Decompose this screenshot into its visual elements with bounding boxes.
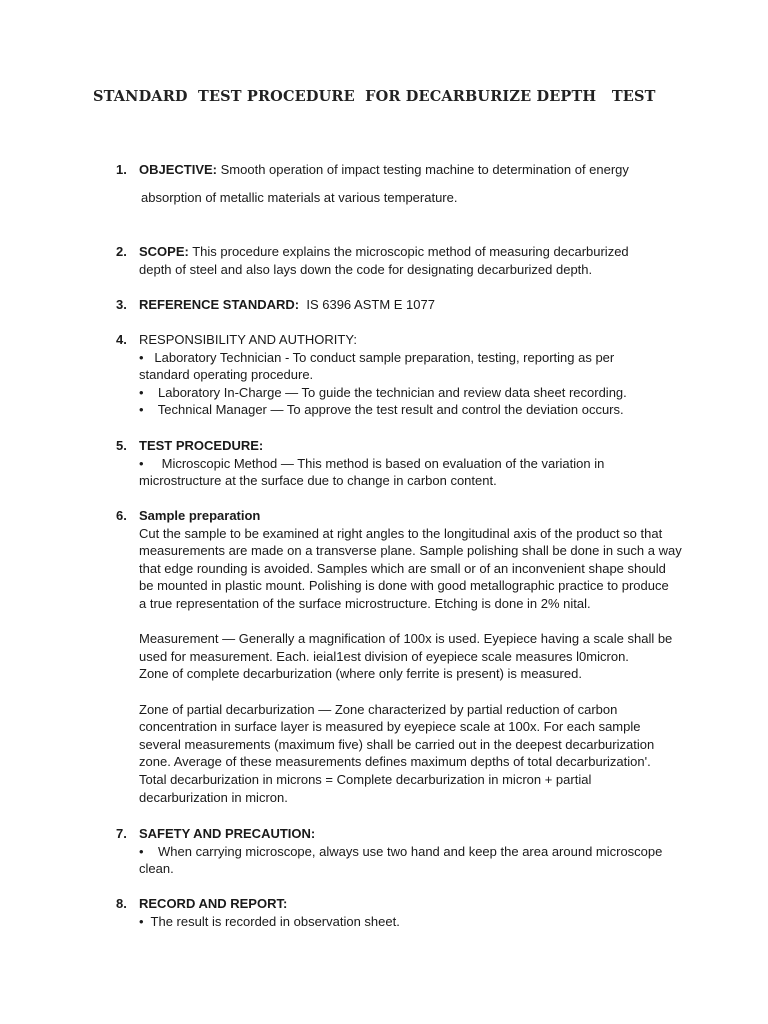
record-bullet-1: • The result is recorded in observation sheet. [139,913,400,929]
sample-prep-p1-line-5: a true representation of the surface microstructure. Etching is done in 2% nital. [139,595,591,611]
sample-prep-heading-line [139,507,684,525]
section-number: 1. [116,162,127,177]
sample-prep-p2-line-3: Zone of complete decarburization (where only ferrite is present) is measured. [139,666,582,682]
section-body [139,825,684,878]
section-number: 8. [116,896,127,911]
section-number: 6. [116,508,127,523]
section-body [139,507,684,806]
scope-line-2: depth of steel and also lays down the code for designating decarburized depth. [139,261,593,277]
record-heading: RECORD AND REPORT: [139,896,288,911]
test-procedure-heading: TEST PROCEDURE: [139,438,264,453]
objective-text-1: Smooth operation of impact testing machine to determination of energy [217,162,629,177]
paragraph-gap [139,683,684,701]
sample-prep-heading: Sample preparation [139,508,261,523]
responsibility-bullet-1-line-1: • Laboratory Technician - To conduct sample preparation, testing, reporting as per [139,349,615,365]
safety-heading: SAFETY AND PRECAUTION: [139,826,316,841]
scope-heading: SCOPE: [139,244,189,259]
sample-prep-p1-line-1: Cut the sample to be examined at right angles to the longitudinal axis of the product so that [139,525,663,541]
objective-heading: OBJECTIVE: [139,162,218,177]
section-number: 4. [116,332,127,347]
sample-prep-p3-line-1: Zone of partial decarburization — Zone characterized by partial reduction of carbon [139,701,618,717]
responsibility-bullet-2: • Laboratory In-Charge — To guide the technician and review data sheet recording. [139,384,627,400]
sample-prep-p3-line-5: Total decarburization in microns = Complete decarburization in micron + partial [139,771,592,787]
section-number: 5. [116,438,127,453]
test-procedure-bullet-1-line-2: microstructure at the surface due to change in carbon content. [139,473,497,489]
record-heading-line [139,895,684,913]
paragraph-gap [139,613,684,631]
section-number: 2. [116,244,127,259]
scope-line-1 [139,243,684,261]
objective-line-1 [139,161,684,179]
test-procedure-bullet-1-line-1: • Microscopic Method — This method is based on evaluation of the variation in [139,455,605,471]
sample-prep-p3-line-6: decarburization in micron. [139,789,288,805]
sample-prep-p1-line-3: that edge rounding is avoided. Samples which are small or of an inconvenient shape should [139,560,666,576]
safety-bullet-1-line-2: clean. [139,861,174,877]
responsibility-bullet-1-line-2: standard operating procedure. [139,367,314,383]
document-title: STANDARD TEST PROCEDURE FOR DECARBURIZE DEPTH TEST [93,88,656,105]
reference-heading: REFERENCE STANDARD: [139,297,300,312]
section-number: 3. [116,297,127,312]
sample-prep-p1-line-2: measurements are made on a transverse plane. Sample polishing shall be done in such a way [139,543,682,559]
section-body [139,331,684,419]
safety-heading-line [139,825,684,843]
section-body [139,895,684,930]
sample-prep-p1-line-4: be mounted in plastic mount. Polishing is done with good metallographic practice to produce [139,578,669,594]
sample-prep-p2-line-1: Measurement — Generally a magnification of 100x is used. Eyepiece having a scale shall be [139,631,673,647]
sample-prep-p2-line-2: used for measurement. Each. ieial1est division of eyepiece scale measures l0micron. [139,648,629,664]
sample-prep-p3-line-3: several measurements (maximum five) shall be carried out in the deepest decarburization [139,736,655,752]
responsibility-bullet-3: • Technical Manager — To approve the test result and control the deviation occurs. [139,402,624,418]
section-body [139,161,684,207]
test-procedure-heading-line [139,437,684,455]
reference-line [139,296,684,314]
reference-value: IS 6396 ASTM E 1077 [299,297,435,312]
objective-line-2: absorption of metallic materials at various temperature. [141,189,458,205]
section-body [139,296,684,314]
safety-bullet-1-line-1: • When carrying microscope, always use two hand and keep the area around microscope [139,843,663,859]
section-body [139,243,684,278]
section-number: 7. [116,826,127,841]
sample-prep-p3-line-4: zone. Average of these measurements defines maximum depths of total decarburization'. [139,754,651,770]
scope-text-1: This procedure explains the microscopic method of measuring decarburized [188,244,629,259]
responsibility-heading: RESPONSIBILITY AND AUTHORITY: [139,332,357,347]
sample-prep-p3-line-2: concentration in surface layer is measured by eyepiece scale at 100x. For each sample [139,719,641,735]
section-body [139,437,684,490]
